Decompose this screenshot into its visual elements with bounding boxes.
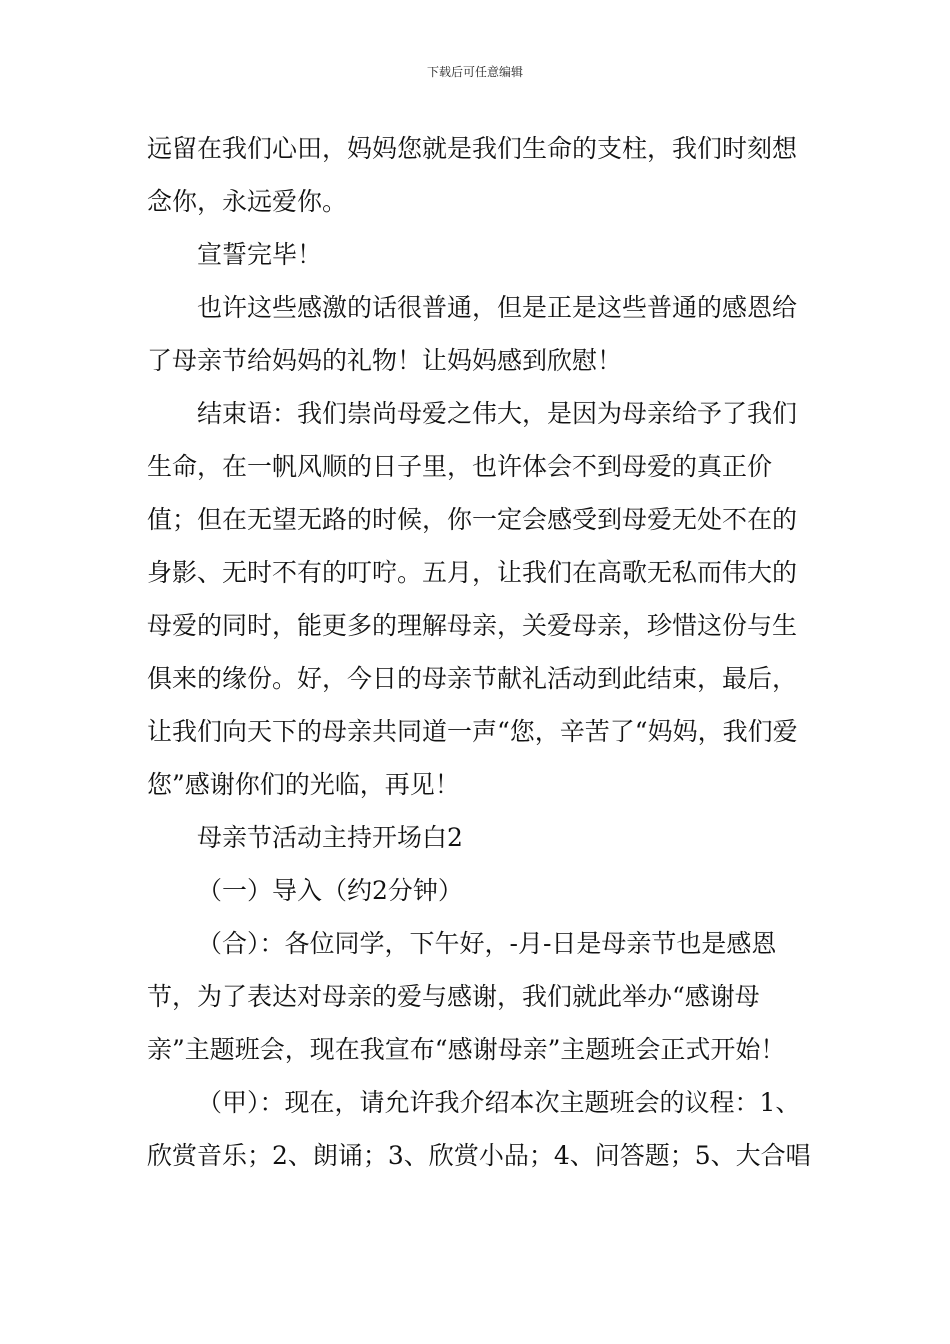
paragraph-4: 结束语：我们崇尚母爱之伟大，是因为母亲给予了我们生命，在一帆风顺的日子里，也许体会不到母爱的真正价值；但在无望无路的时候，你一定会感受到母爱无处不在的身影、无时不有的叮咛。五月，让我们在高歌无私而伟大的母爱的同时，能更多的理解母亲，关爱母亲，珍惜这份与生俱来的缘份。好，今日的母亲节献礼活动到此结束，最后，让我们向天下的母亲共同道一声“您，辛苦了“妈妈，我们爱您”感谢你们的光临，再见！ [147, 399, 798, 799]
section-title: 母亲节活动主持开场白2 [197, 823, 463, 852]
subsection-title: （一）导入（约2分钟） [197, 876, 463, 905]
paragraph-2: 宣誓完毕！ [197, 240, 323, 269]
paragraph-8: （甲）：现在，请允许我介绍本次主题班会的议程：1、欣赏音乐；2、朗诵；3、欣赏小品；4、问答题；5、大合唱 [147, 1088, 811, 1170]
paragraph-7: （合）：各位同学，下午好，-月-日是母亲节也是感恩节，为了表达对母亲的爱与感谢，我们就此举办“感谢母亲”主题班会，现在我宣布“感谢母亲”主题班会正式开始！ [147, 929, 786, 1064]
paragraph-1: 远留在我们心田，妈妈您就是我们生命的支柱，我们时刻想念你，永远爱你。 [147, 134, 798, 216]
page-header: 下载后可任意编辑 [426, 65, 523, 79]
paragraph-3: 也许这些感激的话很普通，但是正是这些普通的感恩给了母亲节给妈妈的礼物！让妈妈感到欣慰！ [147, 293, 798, 375]
document-body [147, 122, 811, 1182]
